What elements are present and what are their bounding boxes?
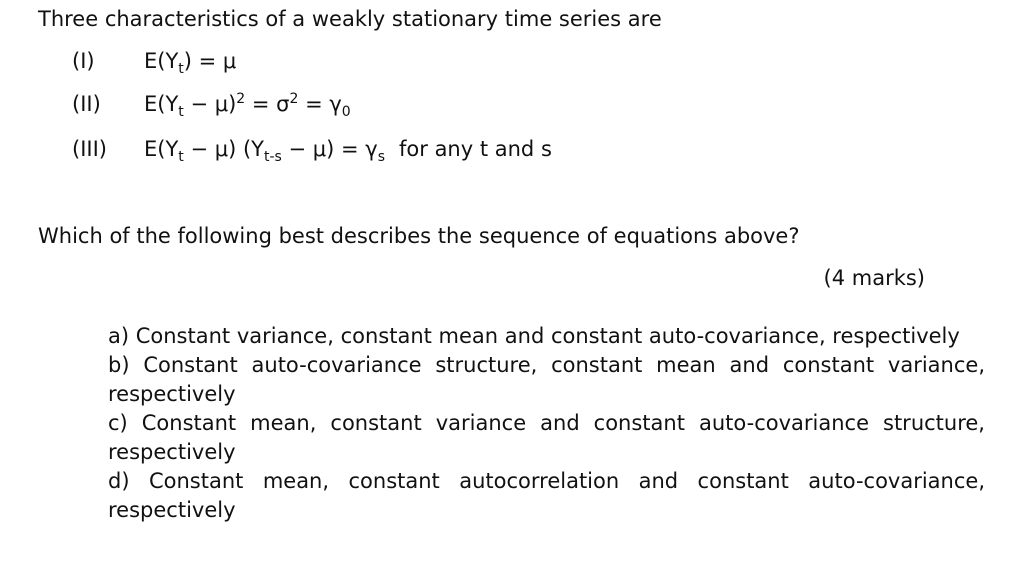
marks-label: (4 marks) <box>823 266 925 290</box>
intro-text: Three characteristics of a weakly stationary time series are <box>38 7 662 31</box>
equation-autocovariance: $E(Y_t - \mu) (Y_{t-s} - \mu) = \gamma_s$ for any t and s <box>144 137 552 166</box>
option-b[interactable]: b) Constant auto-covariance structure, constant mean and constant variance, respectively <box>108 353 985 406</box>
option-a[interactable]: a) Constant variance, constant mean and constant auto-covariance, respectively <box>108 324 960 348</box>
equation-variance: $E(Y_t - \mu)^2 = \sigma^2 = \gamma_0$ <box>144 91 351 121</box>
question-text: Which of the following best describes the sequence of equations above? <box>38 224 800 248</box>
answer-options <box>108 322 985 525</box>
option-d[interactable]: d) Constant mean, constant autocorrelation and constant auto-covariance, respectively <box>108 469 985 522</box>
equation-condition: for any t and s <box>399 137 552 161</box>
equation-mean: $E(Y_t) = \mu$ <box>144 49 237 78</box>
option-c[interactable]: c) Constant mean, constant variance and constant auto-covariance structure, respectively <box>108 411 985 464</box>
equation-numeral: (III) <box>72 137 107 161</box>
equation-numeral: (II) <box>72 92 101 116</box>
equation-numeral: (I) <box>72 49 95 73</box>
